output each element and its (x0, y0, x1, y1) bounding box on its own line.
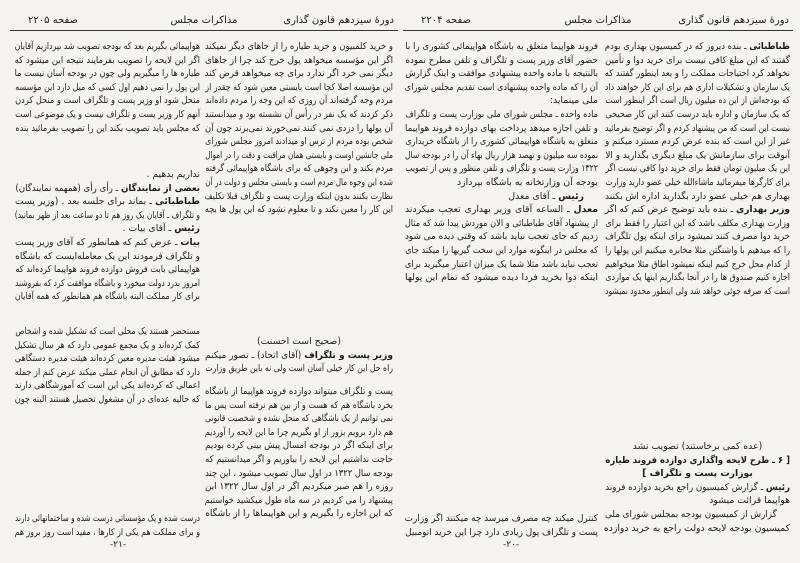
text-line (404, 81, 598, 95)
line-text: یک سازمان و تشکیلات اداری هم برای این کار خواهند داد (604, 81, 790, 93)
speaker-name: طباطبائی (155, 196, 200, 208)
text-line (204, 494, 393, 508)
text-line (605, 440, 790, 454)
line-text: گفتند که این مبلغ کافی نیست برای خرید دوا و تأمین (605, 54, 790, 66)
line-text: هم دارد برویم بزور از او بگیریم چرا ما این لایحه را آوردیم (204, 426, 393, 438)
line-text: ـ آقای معدل (508, 190, 559, 202)
line-text: ـ بنده دیروز که در کمیسیون بهداری بودم (604, 41, 750, 52)
text-line (15, 250, 200, 264)
speaker-name: بعضی از نمایندگان (120, 182, 200, 194)
line-text: و خرید کلمبیون و خرید طیاره را از جاهای دیگر نمیکند (204, 41, 393, 52)
text-block (605, 440, 790, 535)
text-line (205, 439, 393, 453)
text-line (14, 526, 200, 540)
line-text: حاجت نداشتیم این لایحه را بیاوریم و اگر میدانستیم که (205, 453, 393, 465)
text-line (15, 122, 200, 136)
text-line (205, 507, 393, 521)
text-line (605, 494, 790, 508)
text-line (204, 349, 393, 363)
line-text: و تلگراف فرمودند این یک معامله‌ایست که باشگاه (15, 250, 200, 262)
text-column-right (205, 0, 393, 563)
text-line (605, 54, 790, 68)
text-line (205, 176, 393, 190)
section-heading (605, 467, 790, 481)
text-block (405, 40, 598, 285)
text-line (605, 244, 790, 258)
text-line (404, 230, 598, 244)
line-text: هواپیمائی بابت فروش دوازده فروند هواپیما کرده‌اند که (15, 264, 200, 276)
text-line (605, 108, 790, 122)
page-right (403, 0, 793, 563)
line-text: پست و تلگراف میتواند دوازده فروند هواپیما از باشگاه (205, 386, 393, 397)
text-line (205, 412, 393, 426)
text-column-left (15, 0, 200, 563)
line-text: مستحضر هستند یک محلی است که تشکیل شده و اشخاص (15, 326, 200, 337)
header-title: مذاکرات مجلس (170, 15, 238, 26)
text-line (205, 162, 393, 176)
text-line (205, 335, 393, 349)
line-text: این کار را معین نکند و تا معلوم نشود که این پول ها بچه (204, 204, 393, 216)
text-line (204, 480, 393, 494)
speaker-name: رئیس (174, 223, 200, 235)
speaker-name: رئیس (558, 190, 584, 202)
speaker-name: بیات (180, 236, 200, 248)
line-text: ـ بماند برای جلسه بعد . (وزیر پست (15, 196, 156, 208)
text-line (604, 203, 790, 217)
text-line (405, 67, 598, 81)
text-line (14, 379, 201, 393)
line-text: برای کارگرها میفرمائید ماشاءالله خیلی عضو دارید وزارت (605, 176, 790, 188)
line-text: دیگر نمی خرد اگر ندارد برای چه میخواهد قرض کند (204, 68, 393, 80)
line-text: بالنتیجه با ماده واحده پیشنهادی موافقت و اینک گزارش (405, 68, 598, 80)
text-line (205, 94, 393, 108)
line-text: ملی مینماید: (549, 95, 598, 107)
line-text: (عده کمی برخاستند) تصویب نشد (632, 441, 763, 452)
text-line (15, 222, 200, 236)
text-line (15, 325, 200, 339)
line-text: اگر این مؤسسه میخواهد پول خرج کند چرا از جاهای (204, 54, 393, 66)
line-text: و تلفن اجازه میدهد پرداخت بهای دوازده فروند هواپیما (405, 122, 598, 134)
line-text: برای اینکه اگر در بودجه امسال پیش بینی کرده بودیم (205, 440, 393, 452)
text-line (405, 271, 598, 285)
text-line (204, 426, 393, 440)
line-text: نیست این است که من پیشنهاد کردم و اگر توضیح بفرمائید (604, 122, 790, 134)
text-line (204, 399, 393, 413)
line-text: ماده واحده ـ مجلس شورای ملی بوزارت پست و تلگراف (405, 108, 598, 120)
text-line (605, 135, 790, 149)
page-footer-number: -۲۱- (110, 540, 127, 550)
text-line (405, 190, 598, 204)
line-text: ـ الساعه آقای وزیر بهداری تعجب میکردند (405, 204, 574, 216)
line-text: ۱۳۲۲ وزارت پست و تلگراف و تلفن منظور و پس از تصویب (405, 163, 598, 175)
text-line (15, 108, 200, 122)
line-text: زدیم که جای تعجب نباید باشد که وقتی دیده می شود (404, 231, 598, 243)
line-text: ذکر کردند که یک نفر در رأس آن نشسته بود و میدانستند (204, 108, 393, 120)
line-text: طیاره ها را میگیریم ولی چون در بودجه آسان نیست ما (14, 68, 201, 80)
line-text: از کدام محل خرج کنیم اینکه نمیشود اطاق مثلا میخواهیم (605, 258, 790, 270)
line-text: است که صرفه جوئی خواهد شد ولی اینطور محدود نمیشود (605, 285, 790, 297)
text-line (604, 40, 790, 54)
text-block (605, 40, 790, 298)
text-line (15, 168, 200, 182)
text-line (205, 81, 393, 95)
line-text: ملی جانشین اوست و بایستی همان مراقبت و دقت را در اموال (205, 149, 393, 161)
text-block (205, 335, 393, 376)
line-text: آن را که ماده واحده پیشنهادی است تقدیم مجلس شورای (404, 81, 598, 93)
text-line (605, 285, 790, 299)
line-text: نموده سه میلیون و نهصد هزار ریال بهاء آن را در بودجه سال (404, 149, 598, 161)
text-line (205, 135, 393, 149)
line-text: مردم بکند و این وجوهی که برای باشگاه هواپیمائی گرفته (205, 163, 393, 175)
header-page-number: صفحه ۲۲۰۴ (421, 15, 472, 26)
text-line (605, 176, 790, 190)
line-text: پست و تلگراف پول زیادی دارد چرا این خرید اتومبیل (405, 526, 598, 538)
text-line (14, 366, 201, 380)
line-text: ـ گزارش کمیسیون راجع بخرید دوازده فروند (605, 481, 766, 493)
text-column-right (605, 0, 790, 563)
text-line (14, 352, 201, 366)
text-line (405, 203, 598, 217)
text-line (14, 339, 200, 353)
text-line (604, 122, 790, 136)
line-text: وزارت بهداری مکلف باشد که این اعتبار را فقط برای (605, 217, 790, 229)
text-line (605, 271, 790, 285)
header-page-number: صفحه ۲۲۰۵ (28, 15, 79, 26)
text-line (15, 81, 201, 95)
line-text: مردم وجه گرفته‌اند آن روزی که این وجه را مردم داده‌اند (205, 95, 393, 107)
text-block (205, 385, 393, 521)
line-text: که بودجه‌اش از این ده میلیون ریال است اگر اینطور است (605, 95, 790, 107)
text-line (405, 135, 598, 149)
line-text: ـ رأی رأی (همهمه نمایندگان) (15, 182, 121, 194)
text-line (404, 217, 598, 231)
speaker-name: وزیر پست و تلگراف (304, 349, 393, 361)
text-line (15, 277, 201, 291)
line-text: که یک سازمان و اداره باید درست کنند این کار صحیحی (605, 108, 790, 120)
text-block (15, 325, 200, 407)
header-period: دورهٔ سیزدهم قانون گذاری (283, 15, 394, 26)
line-text: روزه را هم صبر میکردیم اگر در اول سال ۱۳۲۲ این (204, 481, 393, 493)
line-text: اعمالی که کرده‌اند یکی این است که آموزشگاهی دارند (14, 380, 201, 392)
line-text: آن پولها را دزدی نمی کنند نمی‌خورند نمی‌برند چون آن (205, 122, 393, 134)
line-text: شده این وجوه مال مردم است و بایستی مجلس و دولت در آن (205, 176, 393, 188)
text-line (14, 54, 200, 68)
text-block (15, 40, 200, 135)
page-footer-number: -۲۰- (503, 540, 520, 550)
line-text: را که میدهیم با واشنگتن مثلا مخابره میکنیم این پولها را (605, 244, 790, 256)
text-line (204, 40, 393, 54)
text-line (604, 81, 790, 95)
line-text: غیر از این است که بنده عرض کردم مسترد میکنم و (605, 136, 790, 148)
text-line (204, 54, 393, 68)
speaker-name: وزیر بهداری (736, 204, 790, 216)
line-text: نداریم بدهیم . (146, 169, 200, 180)
line-text: بهداری هم خیلی عضو دارد بگذارید اداره اش بکنند (605, 190, 790, 202)
line-text: منحل شود او وزیر پست و تلگراف است و منحل کردن (15, 95, 201, 107)
line-text: درست شده و یک مؤسساتی درست شده و ساختمانهائی دارند (15, 513, 200, 524)
line-text: کمیسیون بودجه لایحه دولت راجع به خرید دوازده (603, 522, 790, 534)
line-text: دارد که مطابق آن انجام عملی میکند عرض کنم از جمله (14, 366, 201, 378)
text-line (14, 290, 201, 304)
text-line (405, 94, 598, 108)
line-text: ـ عرض کنم که همانطور که آقای وزیر پست (14, 236, 181, 248)
text-line (405, 54, 598, 68)
line-text: حضور آقای وزیر پست و تلگراف و تلفن مطرح نموده (405, 54, 598, 66)
line-text: بودجه سال ۱۳۲۲ در اول سال تصویب میشود ، این چند (205, 467, 393, 479)
text-block (205, 40, 393, 217)
text-line (405, 122, 598, 136)
text-line (405, 40, 598, 54)
text-line (405, 244, 598, 258)
text-line (605, 217, 790, 231)
line-text: این پول را نمی دهیم اول کسی که میل دارد این مؤسسه (15, 81, 201, 93)
text-line (14, 209, 200, 223)
text-line (14, 40, 201, 54)
line-text: که حالیه عده‌ای در آن مشغول تحصیل هستند البته چون (14, 393, 201, 405)
speaker-name: معدل (573, 204, 598, 216)
text-line (205, 362, 393, 376)
text-line (15, 512, 200, 526)
line-text: شخص بوده مردم از ترس او میدادند امروز مجلس شورای (205, 136, 393, 148)
text-line (604, 508, 790, 522)
line-text: نخواهد کرد احتیاجات مملکت را و بعد اینطور گفتند که (604, 68, 790, 80)
line-text: [ ۶ ـ طرح لایحه واگذاری دوازده فروند طیاره (605, 454, 790, 466)
line-text: اینکه دوا بخرید فردا دیده میشود که تمام این پولها (405, 272, 598, 284)
text-line (14, 236, 200, 250)
text-line (204, 108, 393, 122)
speaker-name: طباطبائی (749, 41, 790, 52)
line-text: که این اجازه را بگیریم و این هواپیماها را از باشگاه (205, 508, 393, 520)
section-heading (605, 454, 790, 468)
text-line (15, 94, 201, 108)
line-text: کمک کرده‌اند و یک مجمع عمومی دارد که هر سال تشکیل (14, 339, 200, 351)
line-text: امروز بدرد دولت میخورد و باشگاه موافقت کرد که بفروشند (15, 277, 201, 289)
text-line (205, 385, 393, 399)
text-line (605, 230, 790, 244)
line-text: از پیشنهاد آقای طباطبائی و الان موردش پیدا شد که مثال (404, 217, 598, 229)
text-line (204, 67, 393, 81)
line-text: تعجب نباید باشد مثلا شما یک میزان اعتبار میگیرید برای (404, 258, 598, 270)
text-line (205, 453, 393, 467)
page-left (10, 0, 398, 563)
line-text: گزارش از کمیسیون بودجه بمجلس شورای ملی (604, 508, 777, 520)
line-text: هواپیمائی بگیریم بعد که بودجه تصویب شد بپردازیم آقایان (14, 41, 201, 52)
line-text: برای کار مملکت البته باشگاه هم همانطور که همه آقایان (14, 291, 201, 303)
header-period: دورهٔ سیزدهم قانون گذاری (678, 15, 789, 26)
text-line (605, 162, 790, 176)
text-line (205, 122, 393, 136)
text-line (605, 481, 790, 495)
text-line (404, 149, 598, 163)
line-text: پیشنهاد را می کردیم در سه ماه طول میکشید خواستیم (204, 494, 393, 506)
text-line (205, 467, 393, 481)
line-text: بوزارت پست و تلگراف ] (642, 468, 753, 480)
text-line (605, 258, 790, 272)
text-line (14, 67, 201, 81)
line-text: (آقای اتحاد) ـ تصور میکنم (204, 349, 305, 361)
line-text: و برای مملکت هم یکی از کارها ، مفید است روز بروز هم (14, 526, 200, 538)
text-line (604, 67, 790, 81)
text-line (204, 203, 393, 217)
line-text: آنوقت برای سازمانش یک مبلغ دیگری بگذارید و الا (605, 149, 790, 161)
text-line (405, 526, 598, 540)
text-line (405, 162, 598, 176)
line-text: این یک میلیون تومان فقط برای خرید دوا کافی نیست اگر (605, 163, 790, 175)
line-text: (صحیح است احسنت) (257, 336, 341, 347)
line-text: کنترل میکند چه مصرف میرسد چه میکنند اگر وزارت (404, 513, 598, 524)
line-text: اجاره کنیم صندوق ها را در آنجا بگذاریم اینها یک مواردی (605, 272, 790, 284)
text-column-left (405, 0, 598, 563)
line-text: هواپیما قرائت میشود (709, 495, 790, 507)
line-text: راه حل این کار خیلی آسان است ولی نه باین طریق وزارت (205, 363, 393, 375)
text-block (405, 512, 598, 539)
speaker-name: رئیس (765, 481, 790, 493)
text-line (405, 108, 598, 122)
text-line (404, 512, 598, 526)
text-line (15, 263, 200, 277)
text-line (605, 522, 790, 536)
line-text: آنهم کار وزیر پست و تلگراف نیست و یک موضوعی است (15, 108, 200, 120)
line-text: بودجه آن وزارتخانه به باشگاه بپردازد (457, 176, 598, 188)
text-line (605, 149, 790, 163)
text-line (14, 393, 201, 407)
text-line (405, 176, 598, 190)
line-text: خرید دوا مصرف کنند نمیشود برای اینکه پول تلگراف (605, 231, 790, 243)
line-text: که مجلس در اینگونه موارد این سخت گیریها را میکند جای (405, 244, 598, 256)
line-text: ـ بنده باید توضیح عرض کنم که اگر (604, 204, 737, 216)
line-text: متعلق به باشگاه هواپیمائی کشوری را از باشگاه خریداری (405, 136, 598, 148)
text-line (605, 94, 790, 108)
line-text: و تلگراف ـ آقایان یک روز هم تا دو ساعت بعد از ظهر بمانید) (14, 209, 200, 221)
line-text: نمی توانیم از یک باشگاهی که منحل نشده و شخصیت قانونی (205, 413, 393, 425)
line-text: ـ آقای بیات . (122, 223, 175, 235)
line-text: بخرد باشگاه هم که هست و از بین هم نرفته است پس ما (204, 399, 393, 411)
text-block (15, 168, 200, 304)
line-text: که مجلس باید تصویب بکند این را تصویب بفرمائید بنده (15, 122, 200, 134)
header-title: مذاکرات مجلس (564, 15, 632, 26)
line-text: اگر این لایحه را تصویب بفرمایند نتیجه این میشود که (14, 54, 200, 66)
text-line (15, 182, 200, 196)
text-line (204, 190, 393, 204)
line-text: این مؤسسه اصلا کجا است بایستی معین شود که چقدر از (205, 81, 393, 93)
line-text: نظارت بکنند بدون اینکه وزارت پست و تلگراف قبلا تکلیف (204, 190, 393, 202)
text-line (15, 195, 200, 209)
text-line (605, 190, 790, 204)
line-text: فروند هواپیما متعلق به باشگاه هواپیمائی کشوری را با (405, 41, 598, 52)
text-block (15, 512, 200, 539)
line-text: میشود هیئت مدیره معین کرده‌اند هیئت مدیره دستگاهی (14, 353, 201, 365)
text-line (205, 149, 393, 163)
text-line (404, 258, 598, 272)
